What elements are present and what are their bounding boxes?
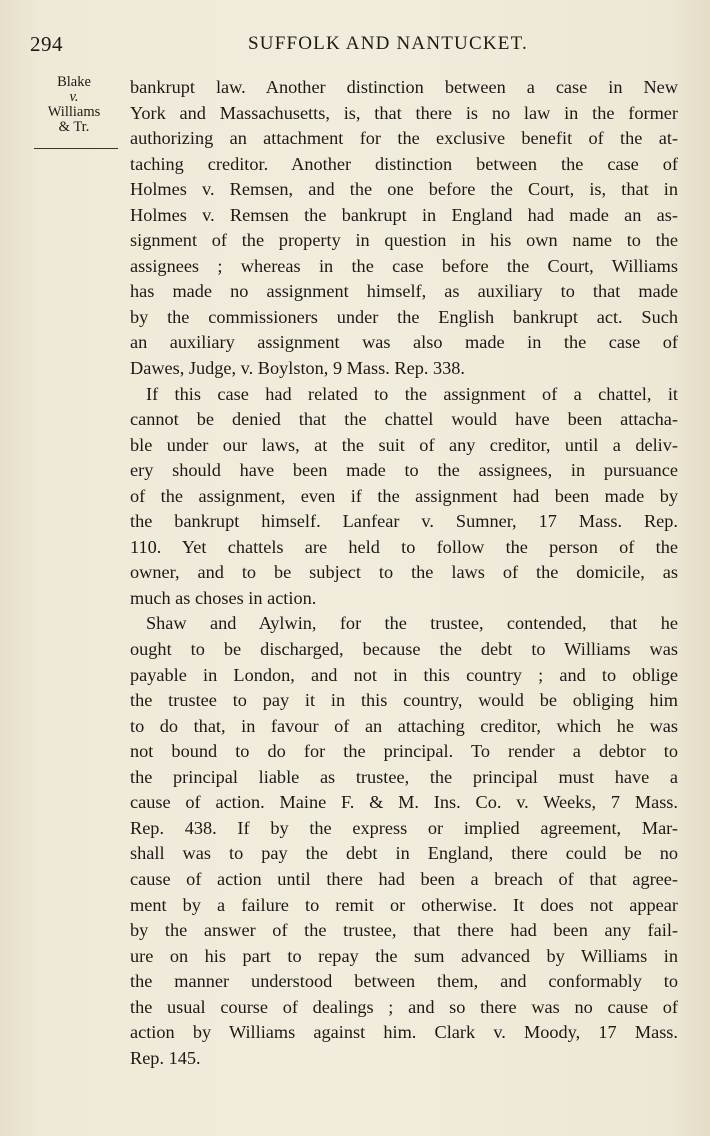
text-line: bankrupt law. Another distinction between a case in New — [130, 77, 678, 97]
text-line: by the commissioners under the English bankrupt act. Such — [130, 306, 678, 327]
page-header — [0, 32, 710, 62]
text-line: 110. Yet chattels are held to follow the person of the — [130, 536, 678, 557]
text-line: has made no assignment himself, as auxiliary to that made — [130, 281, 678, 302]
text-line: Shaw and Aylwin, for the trustee, contended, that he — [146, 613, 678, 634]
text-line: Rep. 438. If by the express or implied agreement, Mar- — [130, 817, 678, 838]
side-note-versus: v. — [69, 89, 79, 105]
text-line: not bound to do for the principal. To render a debtor to — [130, 741, 678, 762]
text-line: action by Williams against him. Clark v. Moody, 17 Mass. — [130, 1022, 678, 1043]
text-line: signment of the property in question in his own name to the — [130, 230, 678, 251]
text-line: Holmes v. Remsen, and the one before the Court, is, that in — [130, 179, 678, 200]
text-line: much as choses in action. — [130, 587, 317, 608]
case-side-note — [30, 75, 118, 135]
page-number: 294 — [30, 32, 63, 56]
text-line: by the answer of the trustee, that there had been any fail- — [130, 920, 678, 941]
text-line: shall was to pay the debt in England, there could be no — [130, 843, 678, 864]
text-line: If this case had related to the assignment of a chattel, it — [146, 383, 678, 404]
text-line: owner, and to be subject to the laws of the domicile, as — [130, 562, 678, 583]
text-line: taching creditor. Another distinction between the case of — [130, 153, 678, 174]
text-line: Holmes v. Remsen the bankrupt in England had made an as- — [130, 204, 678, 225]
text-line: assignees ; whereas in the case before the Court, Williams — [130, 255, 678, 276]
text-line: authorizing an attachment for the exclusive benefit of the at- — [130, 128, 678, 149]
running-head: SUFFOLK AND NANTUCKET. — [248, 33, 528, 54]
side-note-trustee: & Tr. — [58, 119, 90, 135]
text-line: payable in London, and not in this country ; and to oblige — [130, 664, 678, 685]
text-line: ment by a failure to remit or otherwise. It does not appear — [130, 894, 678, 915]
text-line: the usual course of dealings ; and so there was no cause of — [130, 996, 678, 1017]
text-line: the manner understood between them, and conformably to — [130, 971, 678, 992]
text-line: the trustee to pay it in this country, would be obliging him — [130, 690, 678, 711]
side-note-defendant: Williams — [47, 104, 101, 120]
side-note-rule — [34, 148, 118, 149]
text-line: Dawes, Judge, v. Boylston, 9 Mass. Rep. 338. — [130, 358, 465, 379]
text-line: ure on his part to repay the sum advanced by Williams in — [130, 945, 678, 966]
text-line: ble under our laws, at the suit of any creditor, until a deliv- — [130, 434, 678, 455]
text-line: to do that, in favour of an attaching creditor, which he was — [130, 715, 678, 736]
text-line: the principal liable as trustee, the principal must have a — [130, 766, 678, 787]
side-note-plaintiff: Blake — [57, 74, 91, 90]
body-text — [130, 75, 678, 1071]
text-line: York and Massachusetts, is, that there is no law in the former — [130, 102, 678, 123]
text-line: cause of action until there had been a breach of that agree- — [130, 868, 678, 889]
text-line: Rep. 145. — [130, 1047, 201, 1068]
text-line: cause of action. Maine F. & M. Ins. Co. v. Weeks, 7 Mass. — [130, 792, 678, 813]
text-line: ought to be discharged, because the debt to Williams was — [130, 639, 678, 660]
text-line: of the assignment, even if the assignment had been made by — [130, 485, 678, 506]
text-line: an auxiliary assignment was also made in the case of — [130, 332, 678, 353]
text-line: ery should have been made to the assignees, in pursuance — [130, 460, 678, 481]
text-line: cannot be denied that the chattel would have been attacha- — [130, 409, 678, 430]
text-line: the bankrupt himself. Lanfear v. Sumner, 17 Mass. Rep. — [130, 511, 678, 532]
